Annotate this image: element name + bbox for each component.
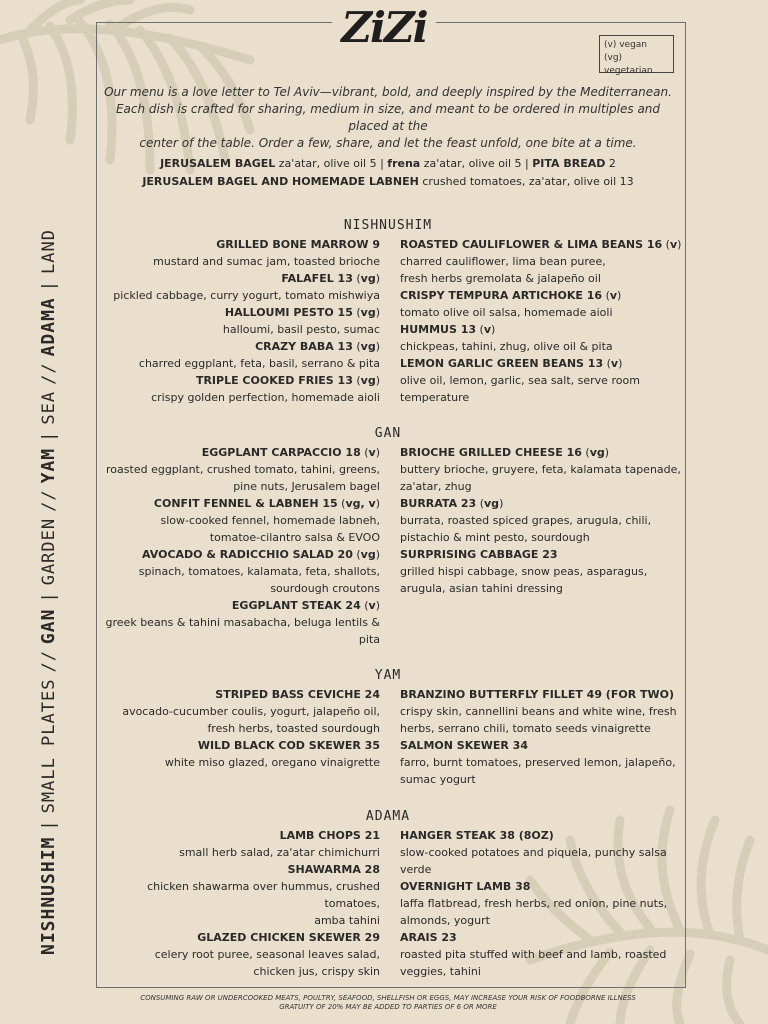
- menu-item: [400, 546, 705, 597]
- bread-name: JERUSALEM BAGEL AND HOMEMADE LABNEH: [142, 175, 419, 188]
- side-nav-item: GAN: [38, 608, 59, 645]
- diet-tag: (v): [662, 238, 682, 251]
- menu-item: [400, 929, 705, 980]
- legend-vegetarian: (vg) vegetarian: [604, 53, 653, 76]
- diet-tag: (v): [476, 323, 496, 336]
- dish-name: CONFIT FENNEL & LABNEH 15: [153, 497, 338, 510]
- dish-description: charred eggplant, feta, basil, serrano & pita: [138, 357, 380, 370]
- dish-description: grilled hispi cabbage, snow peas, asparagus,: [400, 565, 648, 578]
- side-nav-separator: |: [39, 819, 59, 831]
- logo: [332, 0, 436, 56]
- bread-desc: za'atar, olive oil 5: [275, 157, 377, 170]
- dish-description: small herb salad, za'atar chimichurri: [179, 846, 380, 859]
- dish-description: fresh herbs, toasted sourdough: [207, 722, 380, 735]
- dish-header: [90, 929, 380, 946]
- dish-description: za'atar, zhug: [400, 480, 472, 493]
- menu-column-right: [400, 236, 705, 406]
- menu-item: [400, 287, 705, 321]
- dish-description: halloumi, basil pesto, sumac: [222, 323, 380, 336]
- menu-column-right: [400, 686, 705, 788]
- dish-description: crispy golden perfection, homemade aioli: [151, 391, 380, 404]
- dish-header: [90, 495, 380, 512]
- dish-header: [90, 338, 380, 355]
- dish-name: GLAZED CHICKEN SKEWER 29: [197, 931, 380, 944]
- diet-tag: (vg): [352, 374, 380, 387]
- diet-tag: (vg): [352, 548, 380, 561]
- dish-header: [90, 597, 380, 614]
- menu-column-left: [90, 444, 380, 648]
- menu-item: [90, 737, 380, 771]
- side-nav-item: ADAMA: [38, 297, 59, 357]
- diet-tag: (v): [603, 357, 623, 370]
- dish-name: BURRATA 23: [400, 497, 477, 510]
- dish-description: greek beans & tahini masabacha, beluga lentils &: [105, 616, 380, 629]
- bread-name: frena: [387, 157, 421, 170]
- dish-description: arugula, asian tahini dressing: [400, 582, 563, 595]
- menu-item: [90, 546, 380, 597]
- dish-name: BRIOCHE GRILLED CHEESE 16: [400, 446, 582, 459]
- dish-description: charred cauliflower, lima bean puree,: [400, 255, 606, 268]
- dish-name: SURPRISING CABBAGE 23: [400, 548, 558, 561]
- menu-item: [90, 827, 380, 861]
- side-nav-separator: //: [39, 362, 59, 385]
- menu-item: [90, 338, 380, 372]
- dish-header: [400, 321, 705, 338]
- diet-tag-code: v: [483, 323, 491, 336]
- diet-tag-code: vg: [360, 306, 376, 319]
- diet-tag: (v): [602, 289, 622, 302]
- menu-column-right: [400, 827, 705, 980]
- diet-tag: (vg, v): [337, 497, 380, 510]
- menu-column-left: [90, 686, 380, 771]
- dish-header: [90, 270, 380, 287]
- dish-name: EGGPLANT CARPACCIO 18: [201, 446, 361, 459]
- intro-line: center of the table. Order a few, share, and let the feast unfold, one bite at a time.: [139, 136, 637, 150]
- dish-description: chicken shawarma over hummus, crushed tomatoes,: [147, 880, 380, 910]
- dish-header: [400, 686, 705, 703]
- dish-header: [90, 827, 380, 844]
- dish-header: [90, 372, 380, 389]
- dish-description: pickled cabbage, curry yogurt, tomato mishwiya: [113, 289, 380, 302]
- menu-item: [400, 321, 705, 355]
- dish-name: GRILLED BONE MARROW 9: [216, 238, 380, 251]
- dish-description: roasted eggplant, crushed tomato, tahini, greens,: [106, 463, 380, 476]
- dish-description: veggies, tahini: [400, 965, 481, 978]
- dish-name: CRISPY TEMPURA ARTICHOKE 16: [400, 289, 603, 302]
- dish-name: LEMON GARLIC GREEN BEANS 13: [400, 357, 604, 370]
- diet-tag: (vg): [352, 340, 380, 353]
- bread-desc: 2: [605, 157, 616, 170]
- menu-column-left: [90, 827, 380, 980]
- dish-name: TRIPLE COOKED FRIES 13: [195, 374, 353, 387]
- dish-name: SALMON SKEWER 34: [400, 739, 528, 752]
- menu-item: [90, 861, 380, 929]
- menu-column-right: [400, 444, 705, 597]
- dish-name: OVERNIGHT LAMB 38: [400, 880, 531, 893]
- dish-description: white miso glazed, oregano vinaigrette: [164, 756, 380, 769]
- dish-description: farro, burnt tomatoes, preserved lemon, jalapeño,: [400, 756, 676, 769]
- intro-text: [100, 84, 676, 152]
- menu-item: [400, 686, 705, 737]
- dish-description: almonds, yogurt: [400, 914, 490, 927]
- dish-header: [400, 737, 705, 754]
- diet-tag-code: v: [609, 289, 618, 302]
- bread-row-2: [100, 175, 676, 188]
- diet-tag-code: vg: [360, 548, 376, 561]
- side-nav-item: YAM: [38, 447, 59, 484]
- menu-item: [400, 737, 705, 788]
- bread-name: JERUSALEM BAGEL: [160, 157, 276, 170]
- dish-description: mustard and sumac jam, toasted brioche: [153, 255, 380, 268]
- diet-tag-code: vg: [360, 272, 376, 285]
- bread-desc: za'atar, olive oil 5: [420, 157, 522, 170]
- dish-header: [90, 686, 380, 703]
- bread-desc: crushed tomatoes, za'atar, olive oil 13: [418, 175, 634, 188]
- dish-name: HALLOUMI PESTO 15: [224, 306, 353, 319]
- dish-header: [90, 236, 380, 253]
- dish-description: sourdough croutons: [270, 582, 380, 595]
- dish-header: [400, 495, 705, 512]
- menu-item: [90, 444, 380, 495]
- logo-text: ZiZi: [341, 3, 427, 52]
- diet-tag-code: v: [368, 599, 376, 612]
- menu-item: [90, 304, 380, 338]
- legend-vegan: (v) vegan: [604, 40, 648, 50]
- menu-column-left: [90, 236, 380, 406]
- side-nav-item: NISHNUSHIM: [38, 836, 59, 955]
- bread-row-1: [100, 157, 676, 170]
- dish-description: slow-cooked fennel, homemade labneh,: [160, 514, 380, 527]
- dish-description: amba tahini: [314, 914, 380, 927]
- side-nav-item: GARDEN: [39, 517, 59, 586]
- dish-description: tomatoe-cilantro salsa & EVOO: [209, 531, 380, 544]
- side-nav-separator: |: [39, 591, 59, 603]
- section-title: ADAMA: [365, 809, 411, 824]
- dish-description: slow-cooked potatoes and piquela, punchy salsa: [400, 846, 667, 859]
- dish-header: [400, 355, 705, 372]
- diet-tag: (vg): [476, 497, 504, 510]
- menu-item: [400, 827, 705, 878]
- dish-description: spinach, tomatoes, kalamata, feta, shallots,: [138, 565, 380, 578]
- dish-description: crispy skin, cannellini beans and white wine, fresh: [400, 705, 677, 718]
- diet-tag-code: v: [368, 446, 376, 459]
- dish-description: herbs, serrano chili, tomato seeds vinaigrette: [400, 722, 651, 735]
- dish-name: LAMB CHOPS 21: [279, 829, 380, 842]
- dish-name: AVOCADO & RADICCHIO SALAD 20: [142, 548, 353, 561]
- section-title: YAM: [374, 668, 402, 683]
- dish-description: laffa flatbread, fresh herbs, red onion, pine nuts,: [400, 897, 668, 910]
- dish-name: ROASTED CAULIFLOWER & LIMA BEANS 16: [400, 238, 663, 251]
- dish-header: [400, 827, 705, 844]
- footer-line: CONSUMING RAW OR UNDERCOOKED MEATS, POULTRY, SEAFOOD, SHELLFISH OR EGGS, MAY INCREASE YOUR RISK OF FOODBORNE ILLNESS: [140, 994, 636, 1002]
- dish-description: roasted pita stuffed with beef and lamb, roasted: [400, 948, 667, 961]
- dish-header: [400, 929, 705, 946]
- section-title: NISHNUSHIM: [343, 218, 433, 233]
- diet-tag-code: v: [610, 357, 619, 370]
- vertical-section-index: [38, 55, 59, 955]
- menu-item: [90, 686, 380, 737]
- dish-name: HUMMUS 13: [400, 323, 477, 336]
- dish-description: olive oil, lemon, garlic, sea salt, serve room: [400, 374, 640, 387]
- bread-name: PITA BREAD: [532, 157, 606, 170]
- dish-description: fresh herbs gremolata & jalapeño oil: [400, 272, 601, 285]
- dish-name: FALAFEL 13: [281, 272, 353, 285]
- dish-header: [400, 444, 705, 461]
- side-nav-item: LAND: [39, 229, 59, 274]
- side-nav-separator: //: [39, 650, 59, 673]
- intro-line: Each dish is crafted for sharing, medium in size, and meant to be ordered in multiples and placed at the: [115, 102, 661, 133]
- side-nav-separator: //: [39, 489, 59, 512]
- dish-name: STRIPED BASS CEVICHE 24: [215, 688, 380, 701]
- dish-description: avocado-cucumber coulis, yogurt, jalapeño oil,: [122, 705, 380, 718]
- dish-name: HANGER STEAK 38 (8OZ): [400, 829, 554, 842]
- dish-description: chicken jus, crispy skin: [253, 965, 380, 978]
- dish-header: [90, 861, 380, 878]
- dish-description: buttery brioche, gruyere, feta, kalamata tapenade,: [400, 463, 681, 476]
- menu-item: [90, 495, 380, 546]
- diet-tag-code: vg: [360, 340, 376, 353]
- dish-header: [400, 287, 705, 304]
- side-nav-separator: |: [39, 430, 59, 442]
- diet-tag: (v): [360, 599, 380, 612]
- dish-name: CRAZY BABA 13: [255, 340, 353, 353]
- diet-tag-code: vg: [484, 497, 500, 510]
- side-nav-item: SEA: [39, 390, 59, 425]
- section-title: GAN: [374, 426, 402, 441]
- diet-legend: [599, 35, 674, 76]
- diet-tag-code: vg: [589, 446, 605, 459]
- menu-item: [90, 236, 380, 270]
- menu-item: [400, 495, 705, 546]
- dish-description: pine nuts, Jerusalem bagel: [233, 480, 380, 493]
- dish-header: [400, 546, 705, 563]
- menu-item: [400, 444, 705, 495]
- dish-name: SHAWARMA 28: [287, 863, 380, 876]
- dish-name: WILD BLACK COD SKEWER 35: [197, 739, 380, 752]
- dish-name: ARAIS 23: [400, 931, 457, 944]
- dish-header: [90, 444, 380, 461]
- footer-line: GRATUITY OF 20% MAY BE ADDED TO PARTIES OF 6 OR MORE: [279, 1003, 497, 1011]
- dish-header: [90, 737, 380, 754]
- diet-tag: (vg): [352, 272, 380, 285]
- menu-item: [90, 597, 380, 648]
- intro-line: Our menu is a love letter to Tel Aviv—vibrant, bold, and deeply inspired by the Mediterranean.: [104, 85, 672, 99]
- dish-description: celery root puree, seasonal leaves salad,: [154, 948, 380, 961]
- diet-tag-code: vg, v: [345, 497, 376, 510]
- diet-tag: (vg): [581, 446, 610, 459]
- menu-item: [90, 929, 380, 980]
- dish-header: [90, 304, 380, 321]
- dish-header: [90, 546, 380, 563]
- diet-tag: (vg): [352, 306, 380, 319]
- dish-description: temperature: [400, 391, 470, 404]
- dish-description: tomato olive oil salsa, homemade aioli: [400, 306, 613, 319]
- dish-header: [400, 236, 705, 253]
- dish-description: burrata, roasted spiced grapes, arugula, chili,: [400, 514, 652, 527]
- dish-description: sumac yogurt: [400, 773, 476, 786]
- dish-name: EGGPLANT STEAK 24: [231, 599, 361, 612]
- menu-item: [400, 355, 705, 406]
- menu-item: [90, 270, 380, 304]
- dish-description: pistachio & mint pesto, sourdough: [400, 531, 590, 544]
- diet-tag-code: vg: [360, 374, 376, 387]
- dish-description: chickpeas, tahini, zhug, olive oil & pita: [400, 340, 613, 353]
- menu-item: [90, 372, 380, 406]
- bread-separator: |: [376, 157, 388, 170]
- dish-name: BRANZINO BUTTERFLY FILLET 49 (FOR TWO): [400, 688, 675, 701]
- menu-item: [400, 878, 705, 929]
- diet-tag: (v): [360, 446, 380, 459]
- dish-description: verde: [400, 863, 432, 876]
- dish-header: [400, 878, 705, 895]
- bread-separator: |: [521, 157, 533, 170]
- dish-description: pita: [358, 633, 380, 646]
- menu-item: [400, 236, 705, 287]
- diet-tag-code: v: [669, 238, 678, 251]
- side-nav-item: SMALL PLATES: [39, 678, 59, 814]
- side-nav-separator: |: [39, 279, 59, 292]
- footer-disclaimer: [100, 994, 676, 1012]
